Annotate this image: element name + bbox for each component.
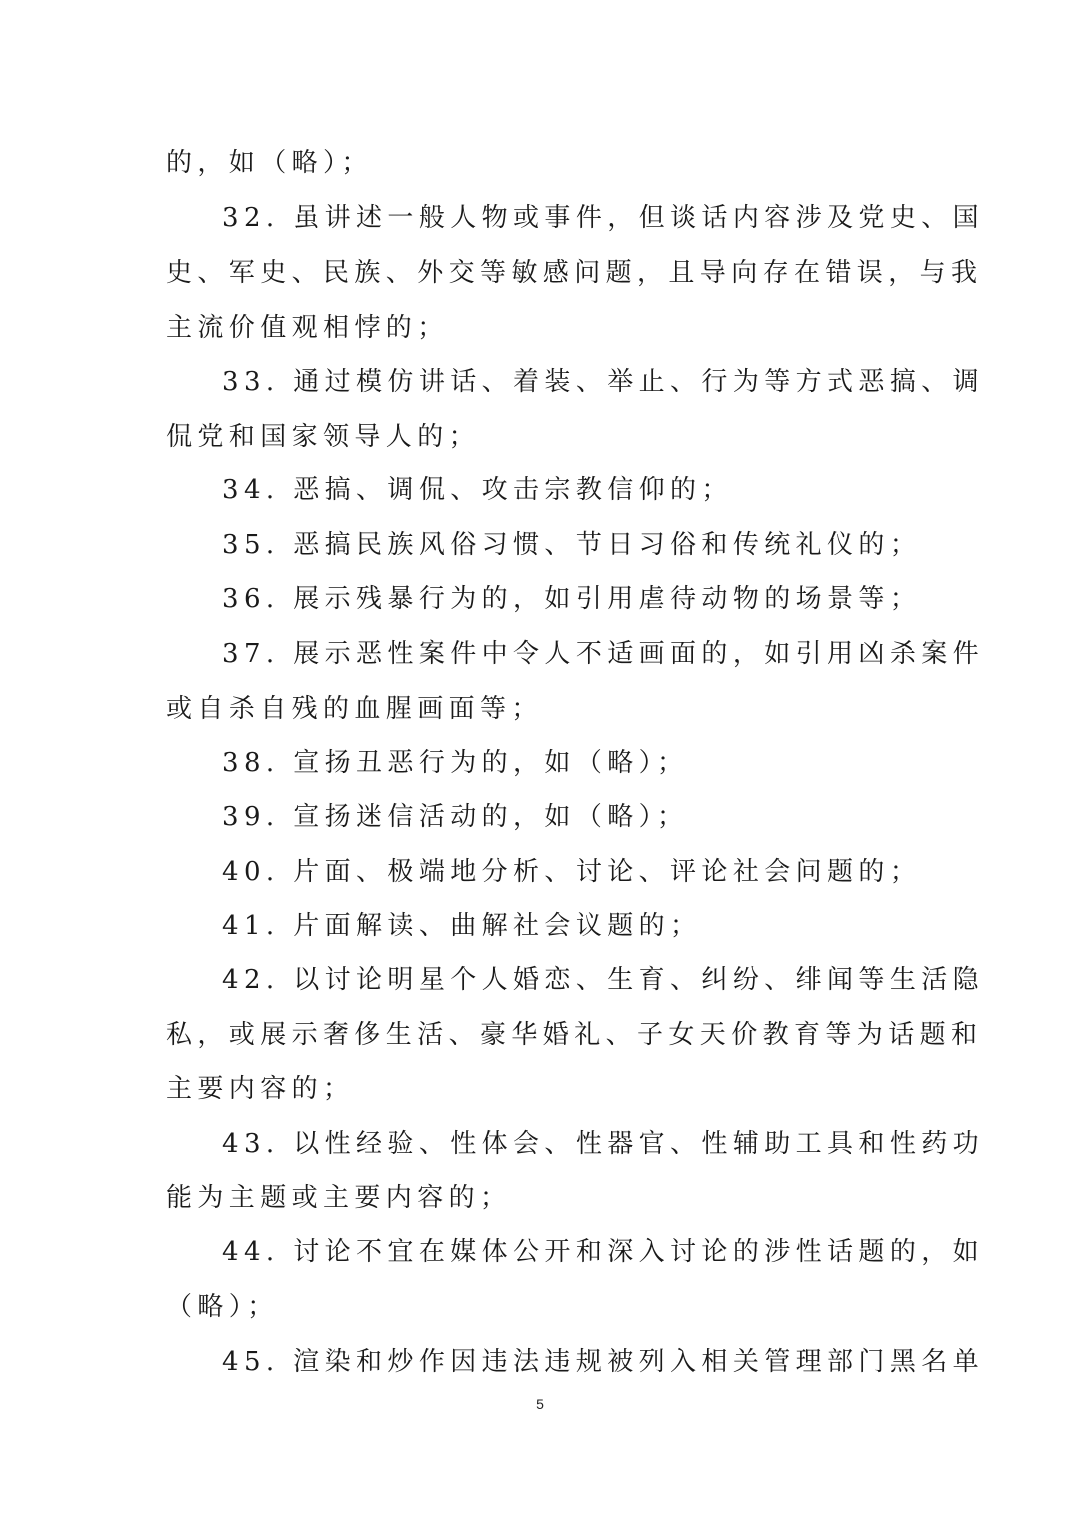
text-line: 43. 以性经验、性体会、性器官、性辅助工具和性药功	[222, 1129, 985, 1159]
text-line: 40. 片面、极端地分析、讨论、评论社会问题的；	[222, 857, 922, 887]
text-line: 能为主题或主要内容的；	[166, 1183, 512, 1213]
text-line: 37. 展示恶性案件中令人不适画面的，如引用凶杀案件	[222, 639, 985, 669]
text-line: 41. 片面解读、曲解社会议题的；	[222, 911, 702, 941]
text-line: 侃党和国家领导人的；	[166, 422, 481, 452]
text-line: 私，或展示奢侈生活、豪华婚礼、子女天价教育等为话题和	[166, 1020, 983, 1050]
page-number: 5	[536, 1396, 544, 1412]
text-line: 32. 虽讲述一般人物或事件，但谈话内容涉及党史、国	[222, 203, 985, 233]
text-line: 36. 展示残暴行为的，如引用虐待动物的场景等；	[222, 584, 922, 614]
text-line: 35. 恶搞民族风俗习惯、节日习俗和传统礼仪的；	[222, 530, 922, 560]
text-line: 44. 讨论不宜在媒体公开和深入讨论的涉性话题的，如	[222, 1237, 985, 1267]
text-line: 史、军史、民族、外交等敏感问题，且导向存在错误，与我	[166, 258, 983, 288]
text-line: 39. 宣扬迷信活动的，如（略）；	[222, 802, 689, 832]
text-line: （略）；	[166, 1292, 279, 1322]
text-line: 34. 恶搞、调侃、攻击宗教信仰的；	[222, 475, 733, 505]
text-line: 45. 渲染和炒作因违法违规被列入相关管理部门黑名单	[222, 1347, 985, 1377]
text-line: 主要内容的；	[166, 1074, 355, 1104]
text-line: 33. 通过模仿讲话、着装、举止、行为等方式恶搞、调	[222, 367, 985, 397]
text-line: 主流价值观相悖的；	[166, 313, 449, 343]
text-line: 42. 以讨论明星个人婚恋、生育、纠纷、绯闻等生活隐	[222, 965, 985, 995]
text-line: 38. 宣扬丑恶行为的，如（略）；	[222, 748, 689, 778]
text-line: 或自杀自残的血腥画面等；	[166, 694, 543, 724]
text-line: 的，如（略）；	[166, 148, 373, 178]
